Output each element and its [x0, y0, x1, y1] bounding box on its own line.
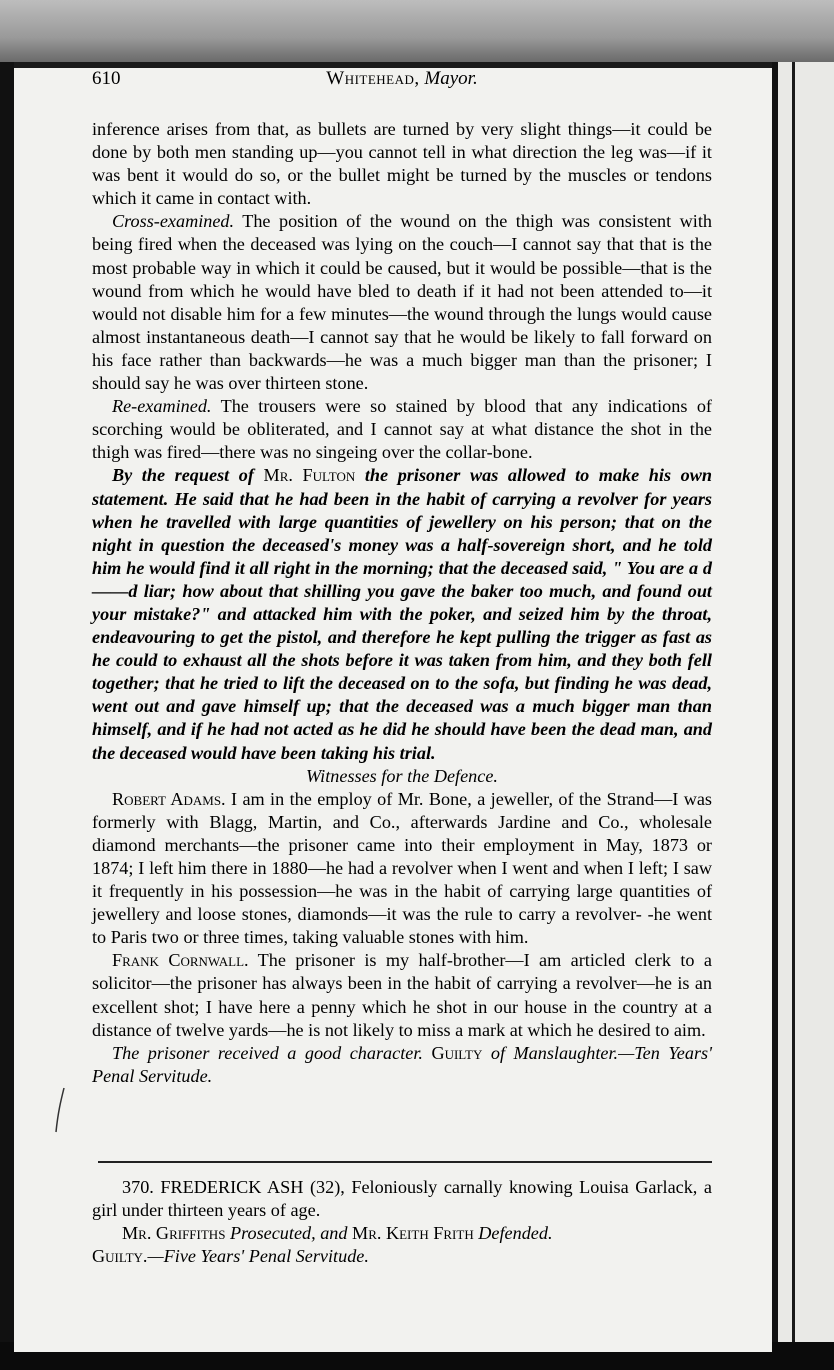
page-header: [92, 68, 712, 98]
re-examined-label: Re-examined.: [112, 396, 212, 417]
counsel-name: Mr. Fulton: [263, 465, 356, 486]
scan-facing-page: [772, 62, 834, 1352]
case-370: [92, 1176, 712, 1268]
case-verdict-sentence: —Five Years' Penal Servitude.: [147, 1246, 369, 1267]
statement-text: the prisoner was allowed to make his own statement. He said that he had been in the habit of carrying a revolver for years when he travelled with large quantities of jewellery on his person; that on the night in question the deceased's money was a half-sovereign short, and he told him he would find it all right in the morning; that the deceased said, " You are a d——d liar; how about that shilling you gave the baker too much, and found out your mistake?" and attacked him with the poker, and seized him by the throat, endeavouring to get the pistol, and therefore he kept pulling the trigger as fast as he could to exhaust all the shots before it was taken from him, and they both fell together; that he tried to lift the deceased on to the sofa, but finding he was dead, went out and gave himself up; that the deceased was a much bigger man than himself, and if he had not acted as he did he should have been the dead man, and the deceased would have been taking his trial.: [92, 465, 712, 763]
counsel-role-2: Defended.: [473, 1223, 553, 1244]
paragraph-statement: [92, 464, 712, 764]
paragraph-witness-adams: [92, 788, 712, 950]
section-divider: [98, 1161, 712, 1163]
verdict-sentence: of Manslaughter.—Ten Years' Penal Servitude.: [92, 1042, 712, 1086]
paragraph-continuation: [92, 118, 712, 210]
cross-examined-label: Cross-examined.: [112, 211, 235, 232]
running-head: [92, 68, 712, 90]
page-number: 610: [92, 68, 121, 89]
paragraph-text: I am in the employ of Mr. Bone, a jeweller, of the Strand—I was formerly with Blagg, Martin, and Co., afterwards Jardine and Co., wholesale diamond merchants—the prisoner came into their employment in May, 1873 or 1874; I left him there in 1880—he had a revolver when I went and when I left; I saw it frequently in his possession—he was in the habit of carrying large quantities of jewellery and loose stones, diamonds—it was the rule to carry a revolver- -he went to Paris two or three times, taking valuable stones with him.: [92, 788, 712, 948]
case-verdict-guilty: Guilty.: [92, 1246, 148, 1267]
scan-left-edge: [0, 62, 14, 1352]
prosecution-counsel: Mr. Griffiths: [122, 1223, 226, 1244]
verdict-character: The prisoner received a good character.: [112, 1042, 423, 1063]
case-counsel: [92, 1222, 712, 1245]
paragraph-text: The position of the wound on the thigh was consistent with being fired when the deceased was lying on the couch—I cannot say that that is the most probable way in which it could be caused, but it would be possible—that is the wound from which he would have bled to death if it had not been attended to—it would not disable him for a few minutes—the wound through the lungs would cause almost instantaneous death—I cannot say that he would be likely to fall forward on his face rather than backwards—he was a much bigger man than the prisoner; I should say he was over thirteen stone.: [92, 211, 712, 394]
witness-name-cornwall: Frank Cornwall.: [112, 950, 249, 971]
case-verdict: [92, 1245, 712, 1268]
defence-counsel: Mr. Keith Frith: [352, 1223, 474, 1244]
paragraph-cross-examined: [92, 210, 712, 395]
paragraph-re-examined: [92, 395, 712, 464]
paragraph-verdict: [92, 1042, 712, 1088]
running-head-title: Mayor.: [424, 68, 478, 89]
case-heading: 370. FREDERICK ASH (32), Feloniously carnally knowing Louisa Garlack, a girl under thirteen years of age.: [92, 1177, 712, 1221]
margin-pencil-mark: [52, 1086, 72, 1134]
scan-top-margin: [0, 0, 834, 62]
verdict-guilty: Guilty: [431, 1042, 483, 1063]
paragraph-text: The trousers were so stained by blood that any indications of scorching would be obliterated, and I cannot say at what distance the shot in the thigh was fired—there was no singeing over the collar-bone.: [92, 396, 712, 463]
witnesses-heading: Witnesses for the Defence.: [306, 765, 498, 786]
witness-name-adams: Robert Adams.: [112, 788, 226, 809]
counsel-role-1: Prosecuted, and: [225, 1223, 353, 1244]
running-head-name: Whitehead,: [326, 68, 420, 89]
statement-intro: By the request of: [112, 465, 264, 486]
paragraph-witness-cornwall: [92, 949, 712, 1041]
main-text: [92, 118, 712, 1088]
paragraph-text: The prisoner is my half-brother—I am articled clerk to a solicitor—the prisoner has always been in the habit of carrying a revolver—he is an excellent shot; I have here a penny which he shot in our house in the country at a distance of twelve yards—he is not likely to miss a mark at which he desired to aim.: [92, 950, 712, 1040]
paragraph-text: inference arises from that, as bullets are turned by very slight things—it could be done by both men standing up—you cannot tell in what direction the leg was—if it was bent it would do so, or the bullet might be turned by the muscles or tendons which it came in contact with.: [92, 119, 712, 209]
